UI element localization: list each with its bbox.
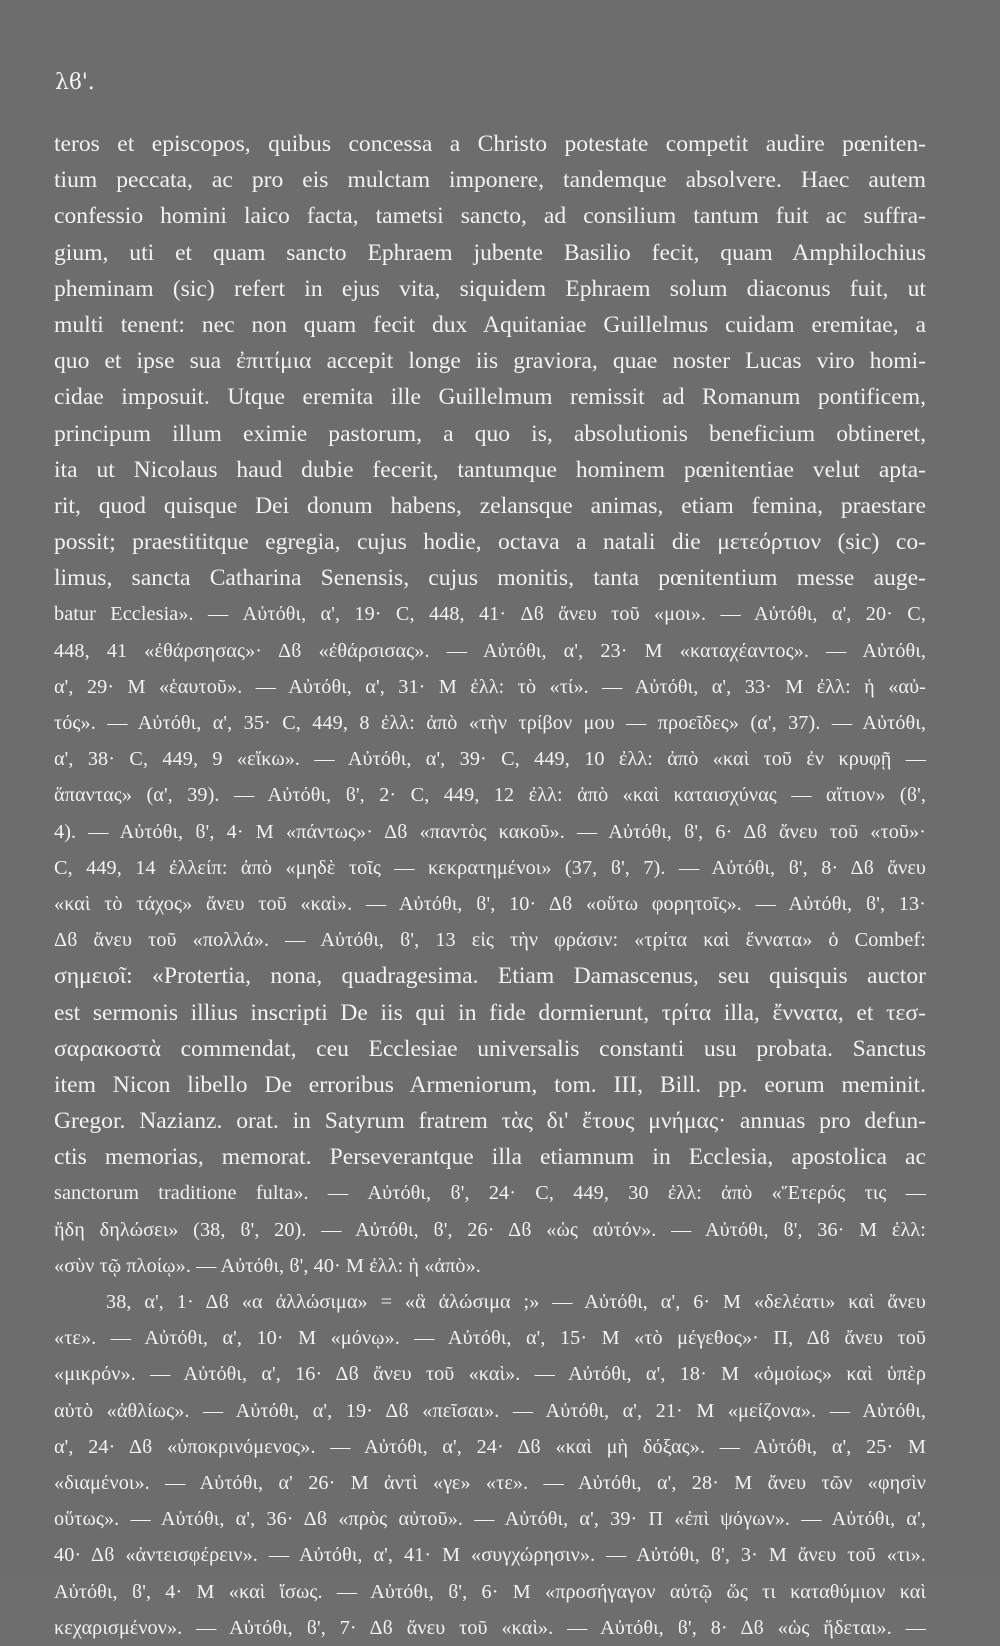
text-line: ἅπαντας» (α', 39). — Αὐτόθι, ϐ', 2· C, 449, 12 ἐλλ: ἀπὸ «καὶ καταισχύνας — αἴτιον» (ϐ', xyxy=(54,784,926,807)
text-line: ἤδη δηλώσει» (38, ϐ', 20). — Αὐτόθι, ϐ', 26· Δϐ «ὡς αὐτόν». — Αὐτόθι, ϐ', 36· Μ ἐλλ: xyxy=(54,1218,926,1241)
text-line: «τε». — Αὐτόθι, α', 10· Μ «μόνῳ». — Αὐτόθι, α', 15· Μ «τὸ μέγεθος»· Π, Δϐ ἄνευ τοῦ xyxy=(54,1327,926,1350)
text-line: cidae imposuit. Utque eremita ille Guillelmum remissit ad Romanum pontificem, xyxy=(54,384,926,411)
text-line: ctis memorias, memorat. Perseverantque illa etiamnum in Ecclesia, apostolica ac xyxy=(54,1144,926,1171)
text-line: item Nicon libello De erroribus Armeniorum, tom. III, Bill. pp. eorum meminit. xyxy=(54,1071,926,1098)
text-line: Δϐ ἄνευ τοῦ «πολλά». — Αὐτόθι, ϐ', 13 εἰς τὴν φράσιν: «τρίτα καὶ ἔννατα» ὁ Combef: xyxy=(54,929,926,952)
text-line: gium, uti et quam sancto Ephraem jubente Basilio fecit, quam Amphilochius xyxy=(54,239,926,266)
text-line: 38, α', 1· Δϐ «α ἀλλώσιμα» = «ἃ ἀλώσιμα ;» — Αὐτόθι, α', 6· Μ «δελέατι» καὶ ἄνευ xyxy=(106,1291,926,1313)
text-line: confessio homini laico facta, tametsi sancto, ad consilium tantum fuit ac suffra- xyxy=(54,203,926,230)
text-line: αὐτὸ «ἀθλίως». — Αὐτόθι, α', 19· Δϐ «πεῖσαι». — Αὐτόθι, α', 21· Μ «μείζονα». — Αὐτόθι, xyxy=(54,1399,926,1422)
text-line: α', 24· Δϐ «ὑποκρινόμενος». — Αὐτόθι, α', 24· Δϐ «καὶ μὴ δόξας». — Αὐτόθι, α', 25· Μ xyxy=(54,1435,926,1458)
text-line: C, 449, 14 ἐλλείπ: ἀπὸ «μηδὲ τοῖς — κεκρατημένοι» (37, ϐ', 7). — Αὐτόθι, ϐ', 8· Δϐ ἄνευ xyxy=(54,856,926,879)
text-line: multi tenent: nec non quam fecit dux Aquitaniae Guillelmus cuidam eremitae, a xyxy=(54,311,926,338)
text-line: 40· Δϐ «ἀντεισφέρειν». — Αὐτόθι, α', 41· Μ «συγχώρησιν». — Αὐτόθι, ϐ', 3· Μ ἄνευ τοῦ «τι». xyxy=(54,1544,926,1567)
text-line: rit, quod quisque Dei donum habens, zelansque animas, etiam femina, praestare xyxy=(54,492,926,519)
text-line: Gregor. Nazianz. orat. in Satyrum fratrem τὰς δι' ἔτους μνήμας· annuas pro defun- xyxy=(54,1108,926,1135)
text-line: 4). — Αὐτόθι, ϐ', 4· Μ «πάντως»· Δϐ «παντὸς κακοῦ». — Αὐτόθι, ϐ', 6· Δϐ ἄνευ τοῦ «τοῦ»· xyxy=(54,820,926,843)
text-line: «καὶ τὸ τάχος» ἄνευ τοῦ «καὶ». — Αὐτόθι, ϐ', 10· Δϐ «οὕτω φορητοῖς». — Αὐτόθι, ϐ', 13· xyxy=(54,892,926,915)
text-line: σαρακοστὰ commendat, ceu Ecclesiae universalis constanti usu probata. Sanctus xyxy=(54,1035,926,1062)
text-line: batur Ecclesia». — Αὐτόθι, α', 19· C, 448, 41· Δϐ ἄνευ τοῦ «μοι». — Αὐτόθι, α', 20· C, xyxy=(54,603,926,626)
body-text xyxy=(54,126,926,1646)
page-number: λϐ'. xyxy=(55,70,95,95)
text-line: οὕτως». — Αὐτόθι, α', 36· Δϐ «πρὸς αὐτοῦ». — Αὐτόθι, α', 39· Π «ἐπὶ ψόγων». — Αὐτόθι, α', xyxy=(54,1508,926,1531)
text-line: «διαμένοι». — Αὐτόθι, α' 26· Μ ἀντὶ «γε» «τε». — Αὐτόθι, α', 28· Μ ἄνευ τῶν «φησὶν xyxy=(54,1471,926,1494)
text-line: sanctorum traditione fulta». — Αὐτόθι, ϐ', 24· C, 449, 30 ἐλλ: ἀπὸ «Ἕτερός τις — xyxy=(54,1182,926,1205)
text-line: «σὺν τῷ πλοίῳ». — Αὐτόθι, ϐ', 40· Μ ἐλλ: ἡ «ἀπὸ». xyxy=(54,1254,481,1277)
text-line: σημειοῖ: «Protertia, nona, quadragesima. Etiam Damascenus, seu quisquis auctor xyxy=(54,963,926,990)
text-line: τός». — Αὐτόθι, α', 35· C, 449, 8 ἐλλ: ἀπὸ «τὴν τρίβον μου — προεῖδες» (α', 37). — Αὐτόθι, xyxy=(54,712,926,734)
text-line: ita ut Nicolaus haud dubie fecerit, tantumque hominem pœnitentiae velut apta- xyxy=(54,456,926,483)
text-line: tium peccata, ac pro eis mulctam imponere, tandemque absolvere. Haec autem xyxy=(54,167,926,194)
text-line: teros et episcopos, quibus concessa a Christo potestate competit audire pœniten- xyxy=(54,131,926,157)
text-line: «μικρόν». — Αὐτόθι, α', 16· Δϐ ἄνευ τοῦ «καὶ». — Αὐτόθι, α', 18· Μ «ὁμοίως» καὶ ὑπὲρ xyxy=(54,1363,926,1386)
text-line: quo et ipse sua ἐπιτίμια accepit longe iis graviora, quae noster Lucas viro homi- xyxy=(54,348,926,375)
text-line: κεχαρισμένον». — Αὐτόθι, ϐ', 7· Δϐ ἄνευ τοῦ «καὶ». — Αὐτόθι, ϐ', 8· Δϐ «ὡς ἥδεται». — xyxy=(54,1616,926,1639)
text-line: limus, sancta Catharina Senensis, cujus monitis, tanta pœnitentium messe auge- xyxy=(54,565,926,592)
text-line: α', 38· C, 449, 9 «εἴκω». — Αὐτόθι, α', 39· C, 449, 10 ἐλλ: ἀπὸ «καὶ τοῦ ἐν κρυφῇ — xyxy=(54,748,926,771)
text-line: 448, 41 «ἐθάρσησας»· Δϐ «ἐθάρσισας». — Αὐτόθι, α', 23· Μ «καταχέαντος». — Αὐτόθι, xyxy=(54,639,926,662)
text-line: principum illum eximie pastorum, a quo is, absolutionis beneficium obtineret, xyxy=(54,420,926,447)
text-line: pheminam (sic) refert in ejus vita, siquidem Ephraem solum diaconus fuit, ut xyxy=(54,275,926,302)
text-line: α', 29· Μ «ἑαυτοῦ». — Αὐτόθι, α', 31· Μ ἐλλ: τὸ «τί». — Αὐτόθι, α', 33· Μ ἐλλ: ἡ «αὐ- xyxy=(54,675,926,698)
text-line: est sermonis illius inscripti De iis qui in fide dormierunt, τρίτα illa, ἔννατα, et τεσ- xyxy=(54,999,926,1026)
text-line: Αὐτόθι, ϐ', 4· Μ «καὶ ἴσως. — Αὐτόθι, ϐ', 6· Μ «προσήγαγον αὐτῷ ὥς τι καταθύμιον καὶ xyxy=(54,1580,926,1603)
text-line: possit; praestititque egregia, cujus hodie, octava a natali die μετεόρτιον (sic) co- xyxy=(54,529,926,556)
